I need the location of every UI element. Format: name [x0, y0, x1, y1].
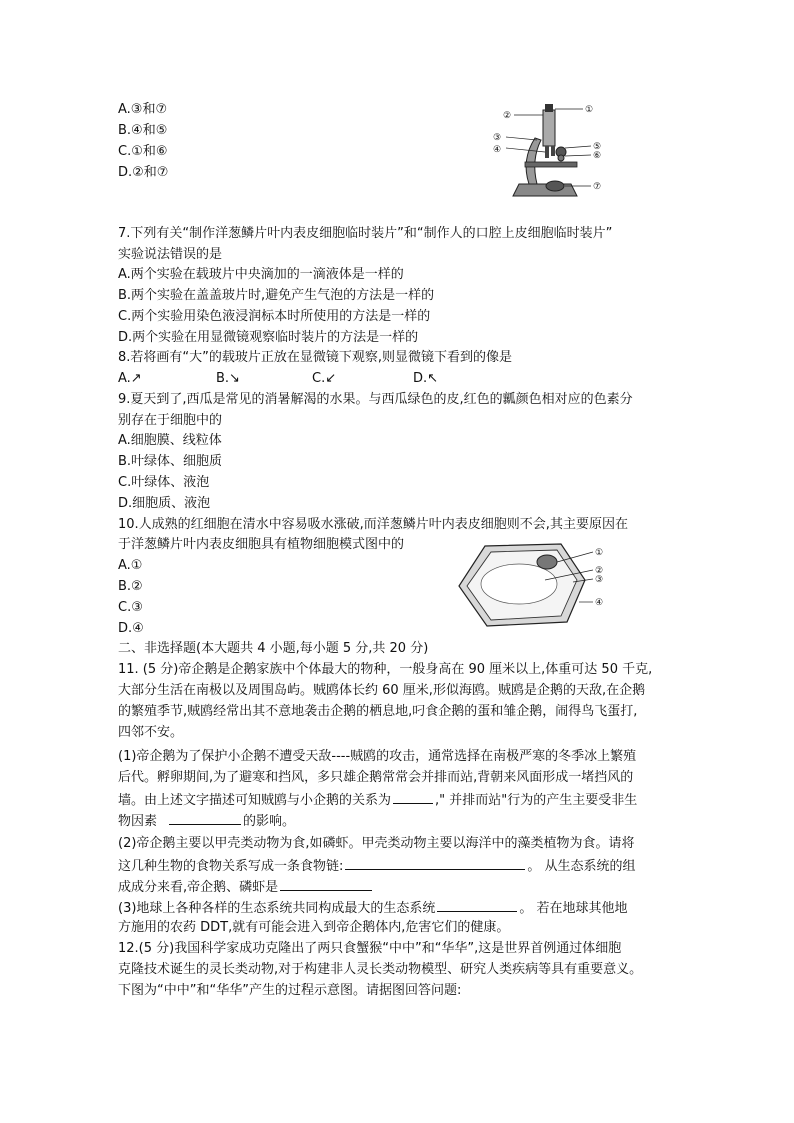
q8-option-b: B.↘ — [216, 371, 240, 386]
q11-intro-line3: 的繁殖季节,贼鸥经常出其不意地袭击企鹅的栖息地,叼食企鹅的蛋和雏企鹅，闹得鸟飞蛋打, — [118, 704, 638, 719]
microscope-label-6: ⑥ — [593, 151, 602, 161]
q11-part3-line2: 方施用的农药 DDT,就有可能会进入到帝企鹅体内,危害它们的健康。 — [118, 920, 510, 935]
q10-option-a: A.① — [118, 558, 143, 573]
q7-option-b: B.两个实验在盖盖玻片时,避免产生气泡的方法是一样的 — [118, 288, 435, 303]
q11-part1-line4-text-b: 的影响。 — [243, 814, 296, 829]
q9-stem-line2: 别存在于细胞中的 — [118, 413, 223, 428]
q12-line2: 克隆技术诞生的灵长类动物,对于构建非人灵长类动物模型、研究人类疾病等具有重要意义。 — [118, 962, 643, 977]
q11-part1-line4-text-a: 物因素 — [118, 814, 158, 829]
q11-intro-line1: 11. (5 分)帝企鹅是企鹅家族中个体最大的物种，一般身高在 90 厘米以上,体重可达 50 千克, — [118, 662, 653, 677]
q11-part1-line3-text-a: 墙。由上述文字描述可知贼鸥与小企鹅的关系为 — [118, 793, 392, 808]
q6-option-a: A.③和⑦ — [118, 102, 168, 117]
q10-option-b: B.② — [118, 579, 143, 594]
q11-answer-food-chain-blank[interactable] — [345, 856, 525, 870]
plant-cell-diagram — [455, 540, 615, 636]
q12-line3: 下图为“中中”和“华华”产生的过程示意图。请据图回答问题: — [118, 983, 462, 998]
q10-stem-line1: 10.人成熟的红细胞在清水中容易吸水涨破,而洋葱鳞片叶内表皮细胞则不会,其主要原因在 — [118, 517, 628, 532]
q11-part2-line2 — [118, 856, 636, 875]
q10-stem-line2: 于洋葱鳞片叶内表皮细胞具有植物细胞模式图中的 — [118, 537, 405, 552]
q11-part3-line1-text-a: (3)地球上各种各样的生态系统共同构成最大的生态系统 — [118, 901, 436, 916]
q11-part2-line1: (2)帝企鹅主要以甲壳类动物为食,如磷虾。甲壳类动物主要以海洋中的藻类植物为食。请将 — [118, 836, 635, 851]
microscope-label-2: ② — [503, 111, 512, 121]
q11-part1-line3 — [118, 790, 637, 809]
q8-option-c: C.↙ — [312, 371, 337, 386]
q11-part1-line2: 后代。孵卵期间,为了避寒和挡风，多只雄企鹅常常会并排而站,背朝来风面形成一堵挡风的 — [118, 770, 634, 785]
q10-option-c: C.③ — [118, 600, 143, 615]
microscope-diagram — [485, 100, 610, 204]
q11-part3-line1 — [118, 898, 628, 917]
q10-option-d: D.④ — [118, 621, 144, 636]
q11-answer-relationship-blank[interactable] — [393, 790, 433, 804]
q7-option-c: C.两个实验用染色液浸润标本时所使用的方法是一样的 — [118, 309, 431, 324]
q9-option-c: C.叶绿体、液泡 — [118, 475, 210, 490]
q11-part1-line1: (1)帝企鹅为了保护小企鹅不遭受天敌----贼鸥的攻击，通常选择在南极严寒的冬季冰上繁殖 — [118, 749, 637, 764]
q7-stem-line2: 实验说法错误的是 — [118, 247, 223, 262]
q6-option-d: D.②和⑦ — [118, 165, 169, 180]
q8-option-a: A.↗ — [118, 371, 142, 386]
microscope-label-3: ③ — [493, 133, 502, 143]
q9-stem-line1: 9.夏天到了,西瓜是常见的消暑解渴的水果。与西瓜绿色的皮,红色的瓤颜色相对应的色素分 — [118, 392, 633, 407]
q11-intro-line2: 大部分生活在南极以及周围岛屿。贼鸥体长约 60 厘米,形似海鸥。贼鸥是企鹅的天敌,在企鹅 — [118, 683, 646, 698]
q9-option-b: B.叶绿体、细胞质 — [118, 454, 223, 469]
q9-option-a: A.细胞膜、线粒体 — [118, 433, 222, 448]
q7-option-a: A.两个实验在载玻片中央滴加的一滴液体是一样的 — [118, 267, 404, 282]
q8-option-d: D.↖ — [413, 371, 439, 386]
cell-label-2: ② — [595, 566, 604, 576]
section2-heading: 二、非选择题(本大题共 4 小题,每小题 5 分,共 20 分) — [118, 641, 429, 656]
q6-option-b: B.④和⑤ — [118, 123, 168, 138]
q11-part3-line1-text-b: 。 若在地球其他地 — [519, 901, 628, 916]
q11-part2-line2-text-b: 。 从生态系统的组 — [527, 859, 636, 874]
q9-option-d: D.细胞质、液泡 — [118, 496, 211, 511]
q11-answer-biosphere-blank[interactable] — [437, 898, 517, 912]
q11-answer-component-blank[interactable] — [280, 877, 372, 891]
q11-intro-line4: 四邻不安。 — [118, 725, 184, 740]
cell-label-4: ④ — [595, 598, 604, 608]
microscope-label-7: ⑦ — [593, 182, 602, 192]
q11-part1-line4 — [118, 811, 295, 830]
microscope-label-5: ⑤ — [593, 142, 602, 152]
microscope-label-4: ④ — [493, 145, 502, 155]
q6-option-c: C.①和⑥ — [118, 144, 168, 159]
q11-part2-line3-text: 成成分来看,帝企鹅、磷虾是 — [118, 880, 279, 895]
q8-stem: 8.若将画有“大”的载玻片正放在显微镜下观察,则显微镜下看到的像是 — [118, 350, 513, 365]
q11-answer-factor-blank[interactable] — [169, 811, 241, 825]
q12-line1: 12.(5 分)我国科学家成功克隆出了两只食蟹猴“中中”和“华华”,这是世界首例通过体细胞 — [118, 941, 622, 956]
microscope-label-1: ① — [585, 105, 594, 115]
cell-label-3: ③ — [595, 575, 604, 585]
q11-part2-line2-text-a: 这几种生物的食物关系写成一条食物链: — [118, 859, 344, 874]
q11-part1-line3-text-b: ," 并排而站"行为的产生主要受非生 — [435, 793, 638, 808]
q8-options — [118, 370, 518, 387]
q7-option-d: D.两个实验在用显微镜观察临时装片的方法是一样的 — [118, 330, 419, 345]
q11-part2-line3 — [118, 877, 374, 896]
q7-stem-line1: 7.下列有关“制作洋葱鳞片叶内表皮细胞临时装片”和“制作人的口腔上皮细胞临时装片” — [118, 226, 613, 241]
cell-label-1: ① — [595, 548, 604, 558]
